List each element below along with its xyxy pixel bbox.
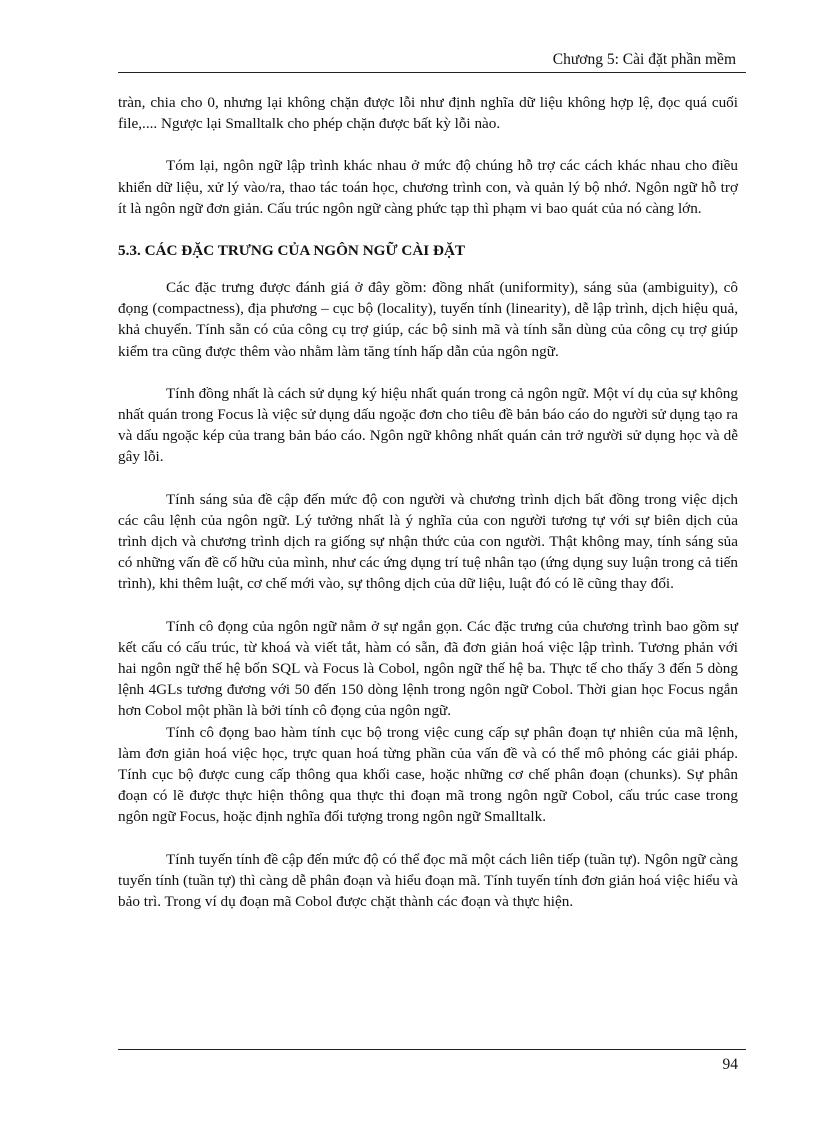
paragraph-compactness: Tính cô đọng của ngôn ngữ nằm ở sự ngắn gọn. Các đặc trưng của chương trình bao gồm sự kết cấu có cấu trúc, từ khoá và viết tắt, hàm có sẵn, đã đơn giản hoá việc lập trình. Tương phản với hai ngôn ngữ thế hệ bốn SQL và Focus là Cobol, ngôn ngữ thế hệ ba. Thực tế cho thấy 3 đến 5 dòng lệnh 4GLs tương đương với 50 đến 150 dòng lệnh trong ngôn ngữ Cobol. Thời gian học Focus ngắn hơn Cobol một phần là bởi tính cô đọng của ngôn ngữ. xyxy=(118,617,738,720)
paragraph-characteristics: Các đặc trưng được đánh giá ở đây gồm: đồng nhất (uniformity), sáng sủa (ambiguity), cô đọng (compactness), địa phương – cục bộ (locality), tuyến tính (linearity), dễ lập trình, dịch hiệu quả, khả chuyển. Tính sẵn có của công cụ trợ giúp, các bộ sinh mã và tính sẵn dùng của công cụ trợ giúp kiểm tra cũng được thêm vào nhằm làm tăng tính hấp dẫn của ngôn ngữ. xyxy=(118,279,738,360)
chapter-title: Chương 5: Cài đặt phần mềm xyxy=(552,51,736,68)
paragraph-ambiguity: Tính sáng sủa đề cập đến mức độ con người và chương trình dịch bất đồng trong việc dịch các câu lệnh của ngôn ngữ. Lý tưởng nhất là ý nghĩa của con người tương tự với sự biên dịch của trình dịch và chương trình dịch ra giống sự nhận thức của con người. Thật không may, tính sáng sủa có những vấn đề cố hữu của mình, như các ứng dụng trí tuệ nhân tạo (ứng dụng suy luận trong cả tiến trình), khi thêm luật, cơ chế mới vào, sự thông dịch của dữ liệu, luật đó có lẽ cũng thay đổi. xyxy=(118,490,738,593)
footer-divider xyxy=(118,1049,746,1050)
paragraph-summary: Tóm lại, ngôn ngữ lập trình khác nhau ở mức độ chúng hỗ trợ các cách khác nhau cho điều khiển dữ liệu, xử lý vào/ra, thao tác toán học, chương trình con, và quản lý bộ nhớ. Ngôn ngữ hỗ trợ ít là ngôn ngữ đơn giản. Cấu trúc ngôn ngữ càng phức tạp thì phạm vi bao quát của nó càng lớn. xyxy=(118,157,738,217)
paragraph-locality: Tính cô đọng bao hàm tính cục bộ trong việc cung cấp sự phân đoạn tự nhiên của mã lệnh, làm đơn giản hoá việc học, trực quan hoá từng phần của vấn đề và có thể mô phỏng các giải pháp. Tính cục bộ được cung cấp thông qua khối case, hoặc những cơ chế phân đoạn (chunks). Sự phân đoạn có lẽ được thực hiện thông qua thực thi đoạn mã trong ngôn ngữ Cobol, cấu trúc case trong ngôn ngữ Focus, hoặc định nghĩa đối tượng trong ngôn ngữ Smalltalk. xyxy=(118,723,738,826)
page-body xyxy=(118,92,738,933)
paragraph-continued: tràn, chia cho 0, nhưng lại không chặn được lỗi như định nghĩa dữ liệu không hợp lệ, đọc quá cuối file,.... Ngược lại Smalltalk cho phép chặn được bất kỳ lỗi nào. xyxy=(118,94,738,133)
paragraph-linearity: Tính tuyến tính đề cập đến mức độ có thể đọc mã một cách liên tiếp (tuần tự). Ngôn ngữ càng tuyến tính (tuần tự) thì càng dễ phân đoạn và hiểu đoạn mã. Tính tuyến tính đơn giản hoá việc hiểu và bảo trì. Trong ví dụ đoạn mã Cobol được chặt thành các đoạn và thực hiện. xyxy=(118,850,738,911)
page-number: 94 xyxy=(722,1056,738,1073)
section-heading: 5.3. CÁC ĐẶC TRƯNG CỦA NGÔN NGỮ CÀI ĐẶT xyxy=(118,242,466,260)
page-header xyxy=(118,50,746,73)
paragraph-uniformity: Tính đồng nhất là cách sử dụng ký hiệu nhất quán trong cả ngôn ngữ. Một ví dụ của sự không nhất quán trong Focus là việc sử dụng dấu ngoặc đơn cho tiêu đề bản báo cáo do người sử dụng tạo ra và dấu ngoặc kép của trang bản báo cáo. Ngôn ngữ không nhất quán cản trở người sử dụng học và dễ gây lỗi. xyxy=(118,384,738,466)
